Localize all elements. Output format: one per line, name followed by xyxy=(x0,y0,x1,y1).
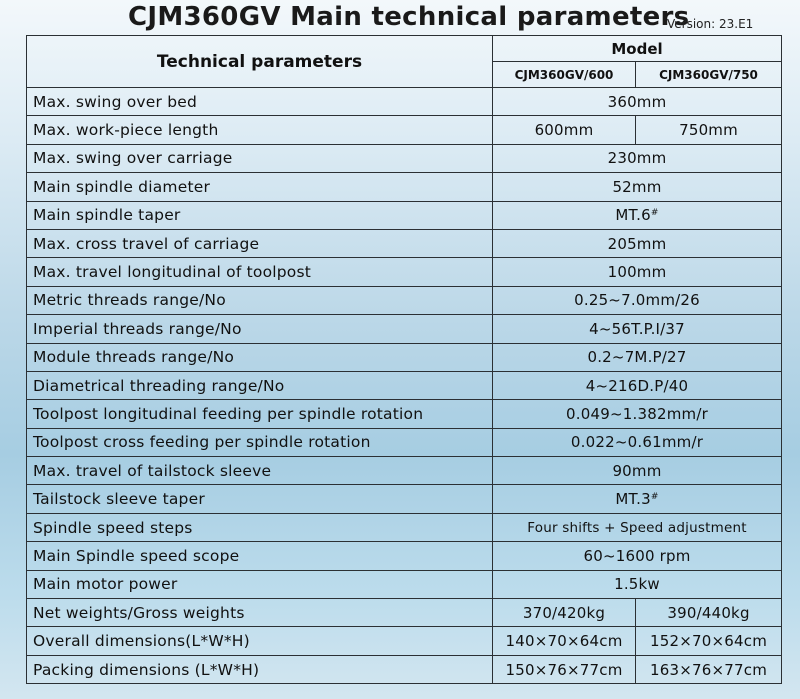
value-cell: 1.5kw xyxy=(493,570,782,598)
param-cell: Max. travel longitudinal of toolpost xyxy=(27,258,493,286)
param-cell: Tailstock sleeve taper xyxy=(27,485,493,513)
param-cell: Toolpost cross feeding per spindle rotation xyxy=(27,428,493,456)
param-cell: Max. swing over carriage xyxy=(27,144,493,172)
taper-mark: # xyxy=(650,208,659,219)
table-row xyxy=(27,88,782,116)
value-cell: 0.25~7.0mm/26 xyxy=(493,286,782,314)
table-row xyxy=(27,400,782,428)
value-text: MT.6 xyxy=(615,206,651,225)
param-cell: Toolpost longitudinal feeding per spindle rotation xyxy=(27,400,493,428)
model-header: Model xyxy=(493,36,782,62)
value-cell: 4~56T.P.I/37 xyxy=(493,315,782,343)
value-cell xyxy=(493,485,782,513)
param-cell: Max. swing over bed xyxy=(27,88,493,116)
value-750-cell: 163×76×77cm xyxy=(636,655,782,683)
param-cell: Main spindle diameter xyxy=(27,173,493,201)
param-cell: Main spindle taper xyxy=(27,201,493,229)
model-600-header: CJM360GV/600 xyxy=(493,62,636,88)
table-row xyxy=(27,286,782,314)
param-cell: Metric threads range/No xyxy=(27,286,493,314)
table-row xyxy=(27,173,782,201)
table-row xyxy=(27,201,782,229)
value-cell: 4~216D.P/40 xyxy=(493,371,782,399)
param-cell: Max. cross travel of carriage xyxy=(27,229,493,257)
value-600-cell: 140×70×64cm xyxy=(493,627,636,655)
value-750-cell: 390/440kg xyxy=(636,599,782,627)
page-title: CJM360GV Main technical parameters xyxy=(128,2,690,32)
value-750-cell: 750mm xyxy=(636,116,782,144)
value-cell: 0.049~1.382mm/r xyxy=(493,400,782,428)
param-cell: Overall dimensions(L*W*H) xyxy=(27,627,493,655)
taper-mark: # xyxy=(650,492,659,503)
value-600-cell: 370/420kg xyxy=(493,599,636,627)
value-cell xyxy=(493,201,782,229)
param-cell: Diametrical threading range/No xyxy=(27,371,493,399)
value-cell: 90mm xyxy=(493,457,782,485)
model-750-header: CJM360GV/750 xyxy=(636,62,782,88)
param-cell: Main motor power xyxy=(27,570,493,598)
value-cell: 205mm xyxy=(493,229,782,257)
value-cell: 0.2~7M.P/27 xyxy=(493,343,782,371)
header-row xyxy=(27,36,782,62)
value-600-cell: 150×76×77cm xyxy=(493,655,636,683)
table-row xyxy=(27,229,782,257)
value-600-cell: 600mm xyxy=(493,116,636,144)
table-row xyxy=(27,627,782,655)
param-cell: Spindle speed steps xyxy=(27,513,493,541)
table-row xyxy=(27,457,782,485)
table-row xyxy=(27,258,782,286)
table-row xyxy=(27,513,782,541)
table-row xyxy=(27,116,782,144)
value-cell: 100mm xyxy=(493,258,782,286)
param-cell: Module threads range/No xyxy=(27,343,493,371)
parameters-header: Technical parameters xyxy=(27,36,493,88)
value-cell: Four shifts + Speed adjustment xyxy=(493,513,782,541)
value-cell: 0.022~0.61mm/r xyxy=(493,428,782,456)
value-cell: 230mm xyxy=(493,144,782,172)
param-cell: Max. work-piece length xyxy=(27,116,493,144)
param-cell: Net weights/Gross weights xyxy=(27,599,493,627)
param-cell: Main Spindle speed scope xyxy=(27,542,493,570)
table-row xyxy=(27,570,782,598)
table-row xyxy=(27,485,782,513)
table-row xyxy=(27,343,782,371)
table-row xyxy=(27,144,782,172)
param-cell: Imperial threads range/No xyxy=(27,315,493,343)
value-cell: 52mm xyxy=(493,173,782,201)
table-row xyxy=(27,599,782,627)
table-row xyxy=(27,428,782,456)
table-row xyxy=(27,371,782,399)
spec-table xyxy=(26,35,782,684)
param-cell: Packing dimensions (L*W*H) xyxy=(27,655,493,683)
value-750-cell: 152×70×64cm xyxy=(636,627,782,655)
value-cell: 360mm xyxy=(493,88,782,116)
value-text: MT.3 xyxy=(615,490,651,509)
param-cell: Max. travel of tailstock sleeve xyxy=(27,457,493,485)
table-row xyxy=(27,315,782,343)
table-row xyxy=(27,542,782,570)
value-cell: 60~1600 rpm xyxy=(493,542,782,570)
table-row xyxy=(27,655,782,683)
version-label: Version: 23.E1 xyxy=(667,17,754,31)
